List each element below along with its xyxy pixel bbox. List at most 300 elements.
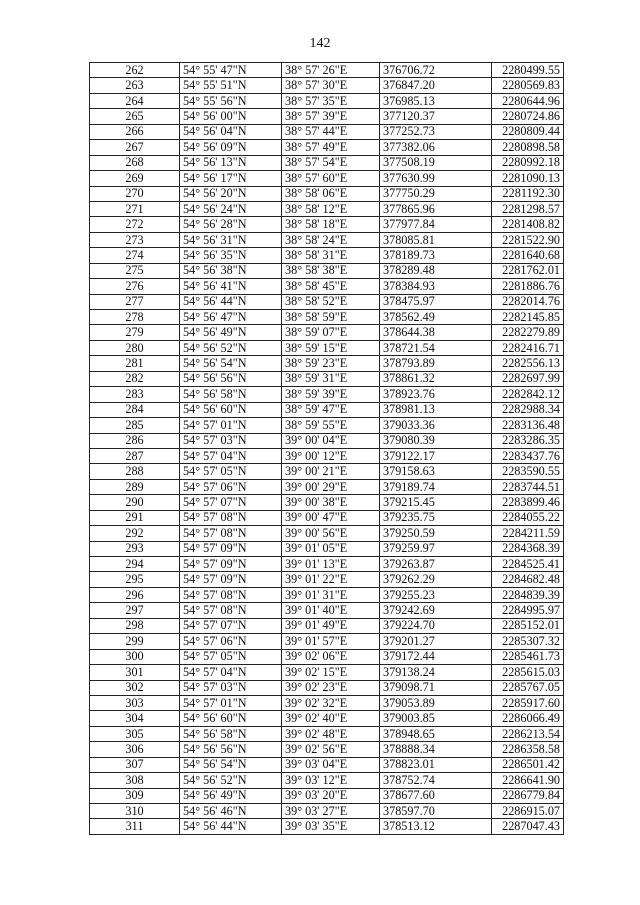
table-row (90, 78, 564, 93)
y-coordinate-cell: 2285307.32 (492, 634, 564, 649)
longitude-cell: 38° 58' 45"E (282, 279, 380, 294)
point-number-cell: 300 (90, 649, 180, 664)
y-coordinate-cell: 2287047.43 (492, 819, 564, 834)
latitude-cell: 54° 55' 56"N (180, 93, 282, 108)
latitude-cell: 54° 55' 51"N (180, 78, 282, 93)
latitude-cell: 54° 57' 08"N (180, 603, 282, 618)
longitude-cell: 38° 59' 07"E (282, 325, 380, 340)
y-coordinate-cell: 2282697.99 (492, 371, 564, 386)
table-row (90, 248, 564, 263)
point-number-cell: 265 (90, 109, 180, 124)
longitude-cell: 38° 57' 54"E (282, 155, 380, 170)
longitude-cell: 38° 58' 06"E (282, 186, 380, 201)
coordinates-table-body (90, 63, 564, 835)
x-coordinate-cell: 377252.73 (380, 124, 492, 139)
x-coordinate-cell: 378085.81 (380, 232, 492, 247)
y-coordinate-cell: 2283437.76 (492, 448, 564, 463)
table-row (90, 587, 564, 602)
point-number-cell: 304 (90, 711, 180, 726)
latitude-cell: 54° 56' 20"N (180, 186, 282, 201)
latitude-cell: 54° 57' 03"N (180, 680, 282, 695)
point-number-cell: 275 (90, 263, 180, 278)
latitude-cell: 54° 55' 47"N (180, 63, 282, 78)
longitude-cell: 38° 57' 44"E (282, 124, 380, 139)
table-row (90, 804, 564, 819)
latitude-cell: 54° 57' 08"N (180, 587, 282, 602)
y-coordinate-cell: 2286213.54 (492, 726, 564, 741)
table-row (90, 464, 564, 479)
point-number-cell: 310 (90, 804, 180, 819)
latitude-cell: 54° 56' 60"N (180, 711, 282, 726)
table-row (90, 340, 564, 355)
y-coordinate-cell: 2286501.42 (492, 757, 564, 772)
x-coordinate-cell: 377630.99 (380, 171, 492, 186)
longitude-cell: 39° 02' 23"E (282, 680, 380, 695)
longitude-cell: 39° 02' 15"E (282, 665, 380, 680)
point-number-cell: 264 (90, 93, 180, 108)
table-row (90, 93, 564, 108)
longitude-cell: 38° 59' 23"E (282, 356, 380, 371)
longitude-cell: 39° 01' 05"E (282, 541, 380, 556)
point-number-cell: 311 (90, 819, 180, 834)
x-coordinate-cell: 379235.75 (380, 510, 492, 525)
latitude-cell: 54° 56' 58"N (180, 726, 282, 741)
longitude-cell: 38° 58' 18"E (282, 217, 380, 232)
latitude-cell: 54° 57' 05"N (180, 464, 282, 479)
x-coordinate-cell: 379242.69 (380, 603, 492, 618)
table-row (90, 711, 564, 726)
point-number-cell: 309 (90, 788, 180, 803)
y-coordinate-cell: 2284839.39 (492, 587, 564, 602)
point-number-cell: 281 (90, 356, 180, 371)
y-coordinate-cell: 2285767.05 (492, 680, 564, 695)
y-coordinate-cell: 2280499.55 (492, 63, 564, 78)
latitude-cell: 54° 56' 44"N (180, 294, 282, 309)
longitude-cell: 38° 58' 31"E (282, 248, 380, 263)
y-coordinate-cell: 2280724.86 (492, 109, 564, 124)
latitude-cell: 54° 56' 54"N (180, 757, 282, 772)
table-row (90, 819, 564, 834)
y-coordinate-cell: 2281090.13 (492, 171, 564, 186)
point-number-cell: 269 (90, 171, 180, 186)
x-coordinate-cell: 378948.65 (380, 726, 492, 741)
y-coordinate-cell: 2281522.90 (492, 232, 564, 247)
y-coordinate-cell: 2285917.60 (492, 695, 564, 710)
x-coordinate-cell: 379003.85 (380, 711, 492, 726)
latitude-cell: 54° 56' 00"N (180, 109, 282, 124)
longitude-cell: 38° 59' 15"E (282, 340, 380, 355)
x-coordinate-cell: 379263.87 (380, 557, 492, 572)
x-coordinate-cell: 378289.48 (380, 263, 492, 278)
y-coordinate-cell: 2281298.57 (492, 201, 564, 216)
x-coordinate-cell: 379138.24 (380, 665, 492, 680)
x-coordinate-cell: 378981.13 (380, 402, 492, 417)
y-coordinate-cell: 2286358.58 (492, 742, 564, 757)
longitude-cell: 39° 02' 56"E (282, 742, 380, 757)
point-number-cell: 297 (90, 603, 180, 618)
x-coordinate-cell: 379262.29 (380, 572, 492, 587)
latitude-cell: 54° 56' 13"N (180, 155, 282, 170)
y-coordinate-cell: 2286066.49 (492, 711, 564, 726)
x-coordinate-cell: 379255.23 (380, 587, 492, 602)
latitude-cell: 54° 56' 44"N (180, 819, 282, 834)
table-row (90, 140, 564, 155)
point-number-cell: 296 (90, 587, 180, 602)
table-row (90, 557, 564, 572)
latitude-cell: 54° 57' 04"N (180, 448, 282, 463)
y-coordinate-cell: 2282556.13 (492, 356, 564, 371)
latitude-cell: 54° 56' 31"N (180, 232, 282, 247)
longitude-cell: 38° 58' 52"E (282, 294, 380, 309)
y-coordinate-cell: 2284055.22 (492, 510, 564, 525)
point-number-cell: 284 (90, 402, 180, 417)
latitude-cell: 54° 56' 46"N (180, 804, 282, 819)
longitude-cell: 39° 03' 27"E (282, 804, 380, 819)
table-row (90, 387, 564, 402)
table-row (90, 109, 564, 124)
x-coordinate-cell: 379158.63 (380, 464, 492, 479)
point-number-cell: 273 (90, 232, 180, 247)
y-coordinate-cell: 2280644.96 (492, 93, 564, 108)
table-row (90, 232, 564, 247)
point-number-cell: 282 (90, 371, 180, 386)
longitude-cell: 39° 01' 49"E (282, 618, 380, 633)
point-number-cell: 279 (90, 325, 180, 340)
table-row (90, 448, 564, 463)
longitude-cell: 39° 00' 04"E (282, 433, 380, 448)
latitude-cell: 54° 57' 04"N (180, 665, 282, 680)
x-coordinate-cell: 378721.54 (380, 340, 492, 355)
longitude-cell: 39° 00' 29"E (282, 479, 380, 494)
point-number-cell: 277 (90, 294, 180, 309)
y-coordinate-cell: 2282842.12 (492, 387, 564, 402)
y-coordinate-cell: 2280992.18 (492, 155, 564, 170)
x-coordinate-cell: 378597.70 (380, 804, 492, 819)
longitude-cell: 38° 58' 12"E (282, 201, 380, 216)
latitude-cell: 54° 57' 01"N (180, 695, 282, 710)
table-row (90, 356, 564, 371)
table-row (90, 572, 564, 587)
point-number-cell: 287 (90, 448, 180, 463)
longitude-cell: 38° 58' 24"E (282, 232, 380, 247)
table-row (90, 279, 564, 294)
y-coordinate-cell: 2284211.59 (492, 526, 564, 541)
point-number-cell: 294 (90, 557, 180, 572)
table-row (90, 603, 564, 618)
y-coordinate-cell: 2284368.39 (492, 541, 564, 556)
x-coordinate-cell: 379189.74 (380, 479, 492, 494)
point-number-cell: 270 (90, 186, 180, 201)
x-coordinate-cell: 379080.39 (380, 433, 492, 448)
y-coordinate-cell: 2281408.82 (492, 217, 564, 232)
point-number-cell: 298 (90, 618, 180, 633)
latitude-cell: 54° 56' 52"N (180, 773, 282, 788)
latitude-cell: 54° 56' 38"N (180, 263, 282, 278)
y-coordinate-cell: 2284525.41 (492, 557, 564, 572)
longitude-cell: 38° 57' 35"E (282, 93, 380, 108)
longitude-cell: 39° 02' 32"E (282, 695, 380, 710)
longitude-cell: 39° 01' 13"E (282, 557, 380, 572)
longitude-cell: 38° 59' 39"E (282, 387, 380, 402)
point-number-cell: 288 (90, 464, 180, 479)
latitude-cell: 54° 57' 09"N (180, 557, 282, 572)
x-coordinate-cell: 376706.72 (380, 63, 492, 78)
y-coordinate-cell: 2283590.55 (492, 464, 564, 479)
y-coordinate-cell: 2281192.30 (492, 186, 564, 201)
latitude-cell: 54° 56' 04"N (180, 124, 282, 139)
table-row (90, 665, 564, 680)
point-number-cell: 267 (90, 140, 180, 155)
x-coordinate-cell: 379098.71 (380, 680, 492, 695)
y-coordinate-cell: 2283899.46 (492, 495, 564, 510)
x-coordinate-cell: 378677.60 (380, 788, 492, 803)
table-row (90, 217, 564, 232)
latitude-cell: 54° 56' 47"N (180, 310, 282, 325)
latitude-cell: 54° 56' 49"N (180, 325, 282, 340)
point-number-cell: 308 (90, 773, 180, 788)
point-number-cell: 280 (90, 340, 180, 355)
table-row (90, 695, 564, 710)
latitude-cell: 54° 57' 03"N (180, 433, 282, 448)
x-coordinate-cell: 378189.73 (380, 248, 492, 263)
latitude-cell: 54° 57' 07"N (180, 495, 282, 510)
x-coordinate-cell: 379122.17 (380, 448, 492, 463)
latitude-cell: 54° 57' 09"N (180, 572, 282, 587)
table-row (90, 402, 564, 417)
longitude-cell: 39° 03' 12"E (282, 773, 380, 788)
point-number-cell: 283 (90, 387, 180, 402)
table-row (90, 310, 564, 325)
table-row (90, 201, 564, 216)
latitude-cell: 54° 57' 09"N (180, 541, 282, 556)
longitude-cell: 39° 00' 21"E (282, 464, 380, 479)
point-number-cell: 306 (90, 742, 180, 757)
point-number-cell: 307 (90, 757, 180, 772)
x-coordinate-cell: 379201.27 (380, 634, 492, 649)
y-coordinate-cell: 2285152.01 (492, 618, 564, 633)
x-coordinate-cell: 377750.29 (380, 186, 492, 201)
longitude-cell: 39° 02' 40"E (282, 711, 380, 726)
point-number-cell: 266 (90, 124, 180, 139)
y-coordinate-cell: 2283286.35 (492, 433, 564, 448)
point-number-cell: 292 (90, 526, 180, 541)
table-row (90, 186, 564, 201)
coordinates-table (89, 62, 564, 835)
x-coordinate-cell: 378752.74 (380, 773, 492, 788)
table-row (90, 495, 564, 510)
y-coordinate-cell: 2285461.73 (492, 649, 564, 664)
table-row (90, 649, 564, 664)
point-number-cell: 303 (90, 695, 180, 710)
table-row (90, 526, 564, 541)
point-number-cell: 263 (90, 78, 180, 93)
y-coordinate-cell: 2280809.44 (492, 124, 564, 139)
point-number-cell: 291 (90, 510, 180, 525)
y-coordinate-cell: 2286641.90 (492, 773, 564, 788)
y-coordinate-cell: 2282145.85 (492, 310, 564, 325)
point-number-cell: 274 (90, 248, 180, 263)
y-coordinate-cell: 2281762.01 (492, 263, 564, 278)
y-coordinate-cell: 2283744.51 (492, 479, 564, 494)
table-row (90, 433, 564, 448)
point-number-cell: 290 (90, 495, 180, 510)
point-number-cell: 272 (90, 217, 180, 232)
point-number-cell: 299 (90, 634, 180, 649)
table-row (90, 680, 564, 695)
x-coordinate-cell: 377977.84 (380, 217, 492, 232)
table-row (90, 63, 564, 78)
page-number: 142 (309, 36, 331, 51)
latitude-cell: 54° 56' 41"N (180, 279, 282, 294)
latitude-cell: 54° 56' 49"N (180, 788, 282, 803)
y-coordinate-cell: 2282279.89 (492, 325, 564, 340)
latitude-cell: 54° 56' 24"N (180, 201, 282, 216)
table-row (90, 418, 564, 433)
latitude-cell: 54° 56' 54"N (180, 356, 282, 371)
longitude-cell: 38° 58' 38"E (282, 263, 380, 278)
longitude-cell: 39° 00' 56"E (282, 526, 380, 541)
table-row (90, 510, 564, 525)
latitude-cell: 54° 56' 56"N (180, 371, 282, 386)
latitude-cell: 54° 56' 17"N (180, 171, 282, 186)
x-coordinate-cell: 378823.01 (380, 757, 492, 772)
latitude-cell: 54° 56' 35"N (180, 248, 282, 263)
latitude-cell: 54° 57' 08"N (180, 510, 282, 525)
longitude-cell: 39° 00' 47"E (282, 510, 380, 525)
x-coordinate-cell: 379172.44 (380, 649, 492, 664)
table-row (90, 371, 564, 386)
point-number-cell: 302 (90, 680, 180, 695)
x-coordinate-cell: 378888.34 (380, 742, 492, 757)
latitude-cell: 54° 57' 06"N (180, 634, 282, 649)
table-row (90, 726, 564, 741)
latitude-cell: 54° 57' 06"N (180, 479, 282, 494)
longitude-cell: 39° 02' 48"E (282, 726, 380, 741)
point-number-cell: 276 (90, 279, 180, 294)
longitude-cell: 38° 59' 47"E (282, 402, 380, 417)
longitude-cell: 39° 03' 04"E (282, 757, 380, 772)
x-coordinate-cell: 378384.93 (380, 279, 492, 294)
y-coordinate-cell: 2280898.58 (492, 140, 564, 155)
y-coordinate-cell: 2281640.68 (492, 248, 564, 263)
x-coordinate-cell: 379259.97 (380, 541, 492, 556)
longitude-cell: 39° 01' 31"E (282, 587, 380, 602)
y-coordinate-cell: 2283136.48 (492, 418, 564, 433)
table-row (90, 171, 564, 186)
latitude-cell: 54° 56' 56"N (180, 742, 282, 757)
x-coordinate-cell: 376847.20 (380, 78, 492, 93)
x-coordinate-cell: 379033.36 (380, 418, 492, 433)
longitude-cell: 39° 00' 12"E (282, 448, 380, 463)
longitude-cell: 38° 59' 55"E (282, 418, 380, 433)
longitude-cell: 39° 03' 35"E (282, 819, 380, 834)
table-row (90, 325, 564, 340)
table-row (90, 294, 564, 309)
x-coordinate-cell: 377508.19 (380, 155, 492, 170)
point-number-cell: 262 (90, 63, 180, 78)
point-number-cell: 268 (90, 155, 180, 170)
point-number-cell: 295 (90, 572, 180, 587)
latitude-cell: 54° 57' 07"N (180, 618, 282, 633)
y-coordinate-cell: 2284682.48 (492, 572, 564, 587)
point-number-cell: 289 (90, 479, 180, 494)
x-coordinate-cell: 378562.49 (380, 310, 492, 325)
longitude-cell: 38° 58' 59"E (282, 310, 380, 325)
point-number-cell: 305 (90, 726, 180, 741)
y-coordinate-cell: 2282014.76 (492, 294, 564, 309)
x-coordinate-cell: 378793.89 (380, 356, 492, 371)
table-row (90, 541, 564, 556)
table-row (90, 155, 564, 170)
y-coordinate-cell: 2286779.84 (492, 788, 564, 803)
table-row (90, 124, 564, 139)
x-coordinate-cell: 378513.12 (380, 819, 492, 834)
x-coordinate-cell: 379215.45 (380, 495, 492, 510)
y-coordinate-cell: 2282988.34 (492, 402, 564, 417)
table-row (90, 634, 564, 649)
point-number-cell: 293 (90, 541, 180, 556)
latitude-cell: 54° 57' 01"N (180, 418, 282, 433)
table-row (90, 773, 564, 788)
longitude-cell: 38° 57' 30"E (282, 78, 380, 93)
point-number-cell: 301 (90, 665, 180, 680)
longitude-cell: 39° 00' 38"E (282, 495, 380, 510)
y-coordinate-cell: 2284995.97 (492, 603, 564, 618)
latitude-cell: 54° 57' 05"N (180, 649, 282, 664)
longitude-cell: 38° 59' 31"E (282, 371, 380, 386)
y-coordinate-cell: 2285615.03 (492, 665, 564, 680)
latitude-cell: 54° 57' 08"N (180, 526, 282, 541)
latitude-cell: 54° 56' 52"N (180, 340, 282, 355)
longitude-cell: 39° 01' 57"E (282, 634, 380, 649)
longitude-cell: 38° 57' 39"E (282, 109, 380, 124)
x-coordinate-cell: 379250.59 (380, 526, 492, 541)
table-row (90, 618, 564, 633)
point-number-cell: 285 (90, 418, 180, 433)
longitude-cell: 39° 01' 22"E (282, 572, 380, 587)
y-coordinate-cell: 2280569.83 (492, 78, 564, 93)
x-coordinate-cell: 378475.97 (380, 294, 492, 309)
latitude-cell: 54° 56' 60"N (180, 402, 282, 417)
x-coordinate-cell: 379224.70 (380, 618, 492, 633)
x-coordinate-cell: 376985.13 (380, 93, 492, 108)
table-row (90, 757, 564, 772)
x-coordinate-cell: 378923.76 (380, 387, 492, 402)
longitude-cell: 39° 03' 20"E (282, 788, 380, 803)
y-coordinate-cell: 2282416.71 (492, 340, 564, 355)
table-row (90, 788, 564, 803)
point-number-cell: 278 (90, 310, 180, 325)
latitude-cell: 54° 56' 28"N (180, 217, 282, 232)
longitude-cell: 38° 57' 49"E (282, 140, 380, 155)
x-coordinate-cell: 378644.38 (380, 325, 492, 340)
longitude-cell: 38° 57' 26"E (282, 63, 380, 78)
table-row (90, 263, 564, 278)
latitude-cell: 54° 56' 58"N (180, 387, 282, 402)
x-coordinate-cell: 378861.32 (380, 371, 492, 386)
longitude-cell: 39° 01' 40"E (282, 603, 380, 618)
point-number-cell: 286 (90, 433, 180, 448)
y-coordinate-cell: 2281886.76 (492, 279, 564, 294)
x-coordinate-cell: 377865.96 (380, 201, 492, 216)
table-row (90, 479, 564, 494)
x-coordinate-cell: 377120.37 (380, 109, 492, 124)
table-row (90, 742, 564, 757)
x-coordinate-cell: 379053.89 (380, 695, 492, 710)
point-number-cell: 271 (90, 201, 180, 216)
latitude-cell: 54° 56' 09"N (180, 140, 282, 155)
y-coordinate-cell: 2286915.07 (492, 804, 564, 819)
